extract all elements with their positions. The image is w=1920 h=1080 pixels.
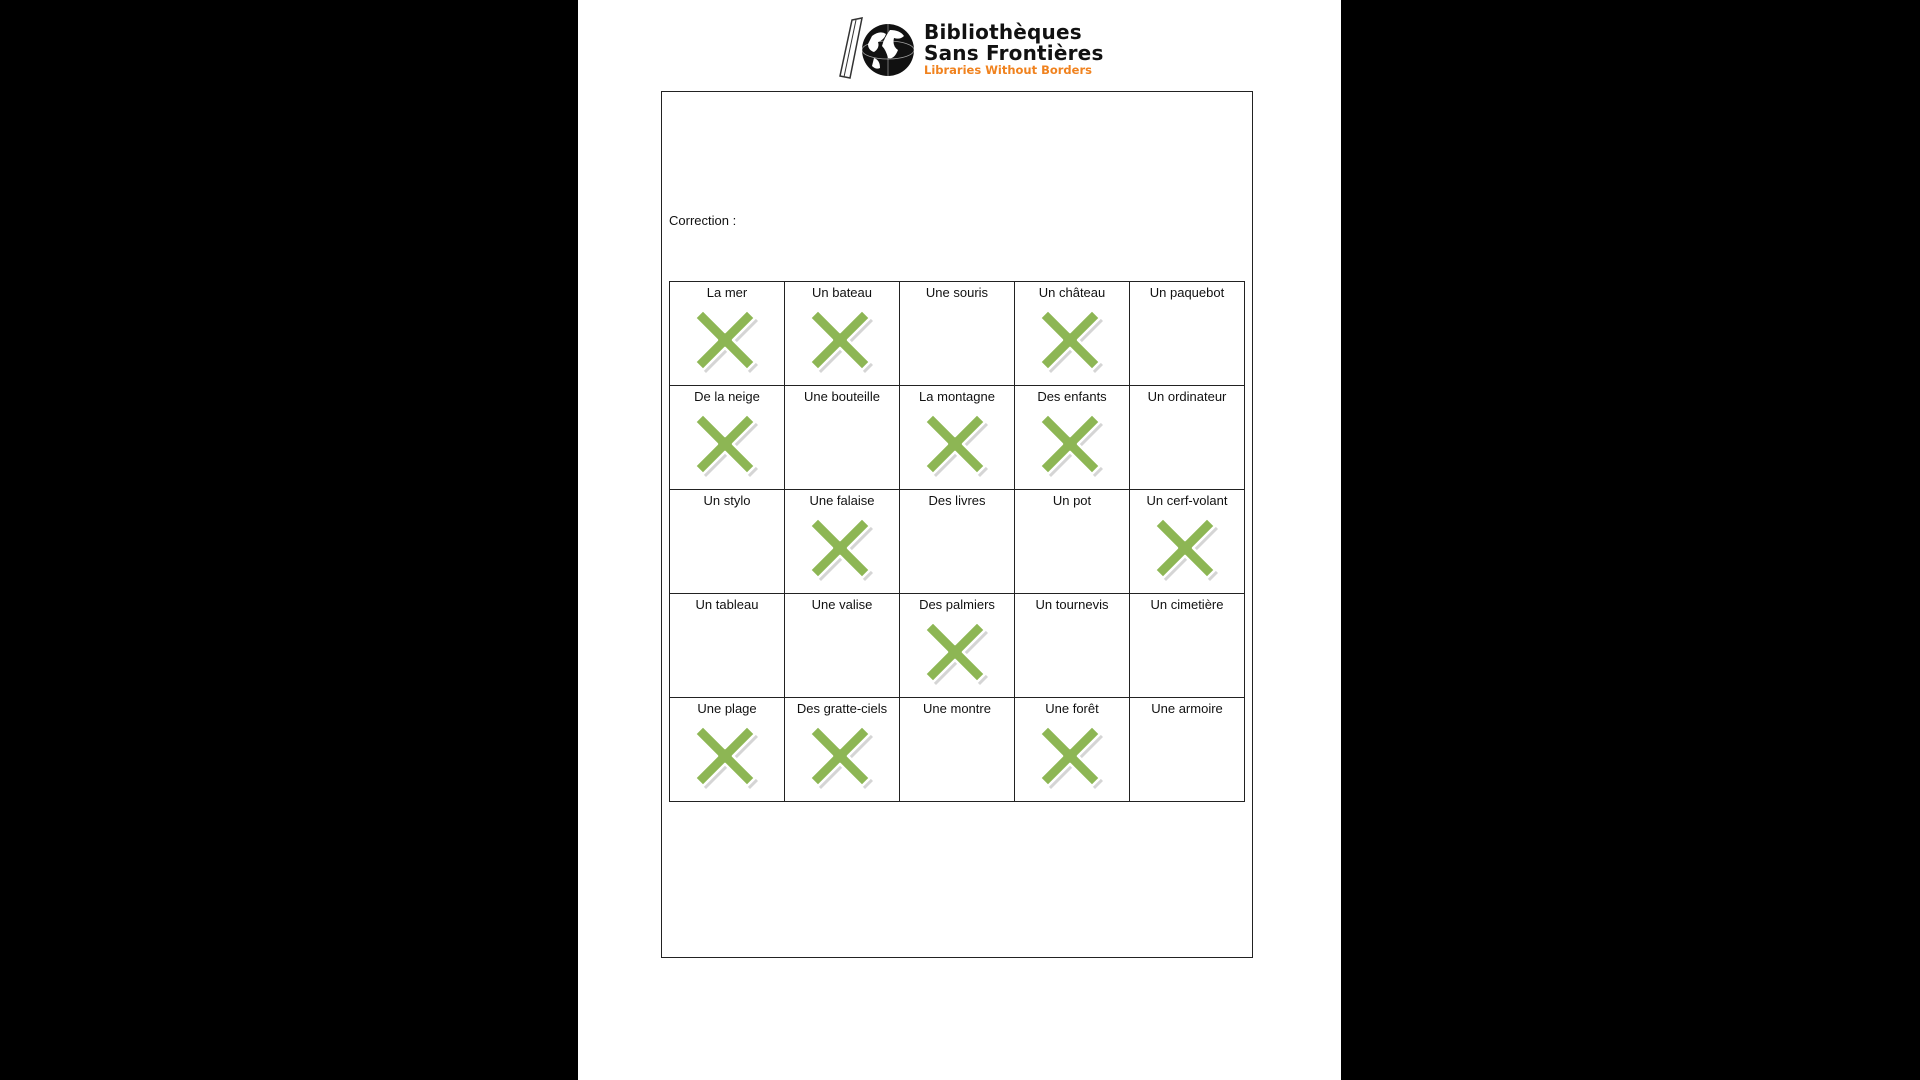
grid-cell [1130, 594, 1245, 698]
green-x-mark-icon [693, 722, 761, 790]
correction-label: Correction : [669, 213, 737, 228]
grid-cell [670, 698, 785, 802]
cell-label: Une forêt [1045, 701, 1099, 716]
cell-label: Un cimetière [1150, 597, 1224, 612]
green-x-mark-icon [1038, 410, 1106, 478]
globe-book-icon [838, 14, 922, 80]
green-x-mark-icon [808, 722, 876, 790]
grid-cell [1130, 698, 1245, 802]
grid-row [670, 594, 1245, 698]
cell-label: Une souris [925, 285, 989, 300]
logo-title-line1: Bibliothèques [924, 20, 1082, 44]
cell-label: La mer [706, 285, 748, 300]
cell-label: Un tableau [695, 597, 759, 612]
cell-label: Un château [1038, 285, 1106, 300]
grid-cell [670, 594, 785, 698]
cell-label: La montagne [919, 389, 995, 404]
cell-label: Une montre [923, 701, 991, 716]
cell-label: Une plage [697, 701, 757, 716]
grid-cell [670, 282, 785, 386]
grid-cell [900, 490, 1015, 594]
grid-cell [1130, 386, 1245, 490]
cell-label: Un pot [1052, 493, 1092, 508]
grid-cell [1015, 490, 1130, 594]
green-x-mark-icon [923, 618, 991, 686]
cell-label: Une valise [811, 597, 873, 612]
cell-label: Un paquebot [1149, 285, 1225, 300]
cell-label: Des gratte-ciels [796, 701, 888, 716]
cell-label: Des palmiers [919, 597, 995, 612]
cell-label: Une falaise [809, 493, 875, 508]
grid-cell [1015, 594, 1130, 698]
cell-label: De la neige [694, 389, 760, 404]
grid-cell [900, 282, 1015, 386]
green-x-mark-icon [1153, 514, 1221, 582]
green-x-mark-icon [693, 306, 761, 374]
worksheet-frame [661, 91, 1253, 958]
document-page [578, 0, 1341, 1080]
bsf-logo [838, 14, 1104, 80]
cell-label: Des livres [928, 493, 986, 508]
cell-label: Un cerf-volant [1146, 493, 1228, 508]
answer-grid [669, 281, 1245, 802]
grid-cell [785, 386, 900, 490]
cell-label: Un bateau [812, 285, 872, 300]
grid-row [670, 282, 1245, 386]
cell-label: Un stylo [703, 493, 751, 508]
grid-cell [1130, 490, 1245, 594]
cell-label: Une armoire [1151, 701, 1223, 716]
green-x-mark-icon [808, 306, 876, 374]
cell-label: Une bouteille [804, 389, 880, 404]
grid-cell [900, 698, 1015, 802]
grid-row [670, 698, 1245, 802]
grid-cell [1015, 386, 1130, 490]
grid-cell [1015, 698, 1130, 802]
grid-cell [785, 282, 900, 386]
logo-subtitle: Libraries Without Borders [924, 63, 1092, 77]
grid-cell [900, 386, 1015, 490]
cell-label: Des enfants [1037, 389, 1107, 404]
cell-label: Un ordinateur [1147, 389, 1227, 404]
grid-cell [1130, 282, 1245, 386]
grid-cell [1015, 282, 1130, 386]
green-x-mark-icon [923, 410, 991, 478]
green-x-mark-icon [693, 410, 761, 478]
grid-cell [670, 386, 785, 490]
grid-cell [670, 490, 785, 594]
cell-label: Un tournevis [1035, 597, 1109, 612]
green-x-mark-icon [1038, 722, 1106, 790]
grid-cell [785, 490, 900, 594]
logo-title-line2: Sans Frontières [924, 41, 1104, 65]
grid-row [670, 490, 1245, 594]
grid-cell [785, 594, 900, 698]
grid-cell [900, 594, 1015, 698]
green-x-mark-icon [1038, 306, 1106, 374]
grid-cell [785, 698, 900, 802]
grid-row [670, 386, 1245, 490]
green-x-mark-icon [808, 514, 876, 582]
